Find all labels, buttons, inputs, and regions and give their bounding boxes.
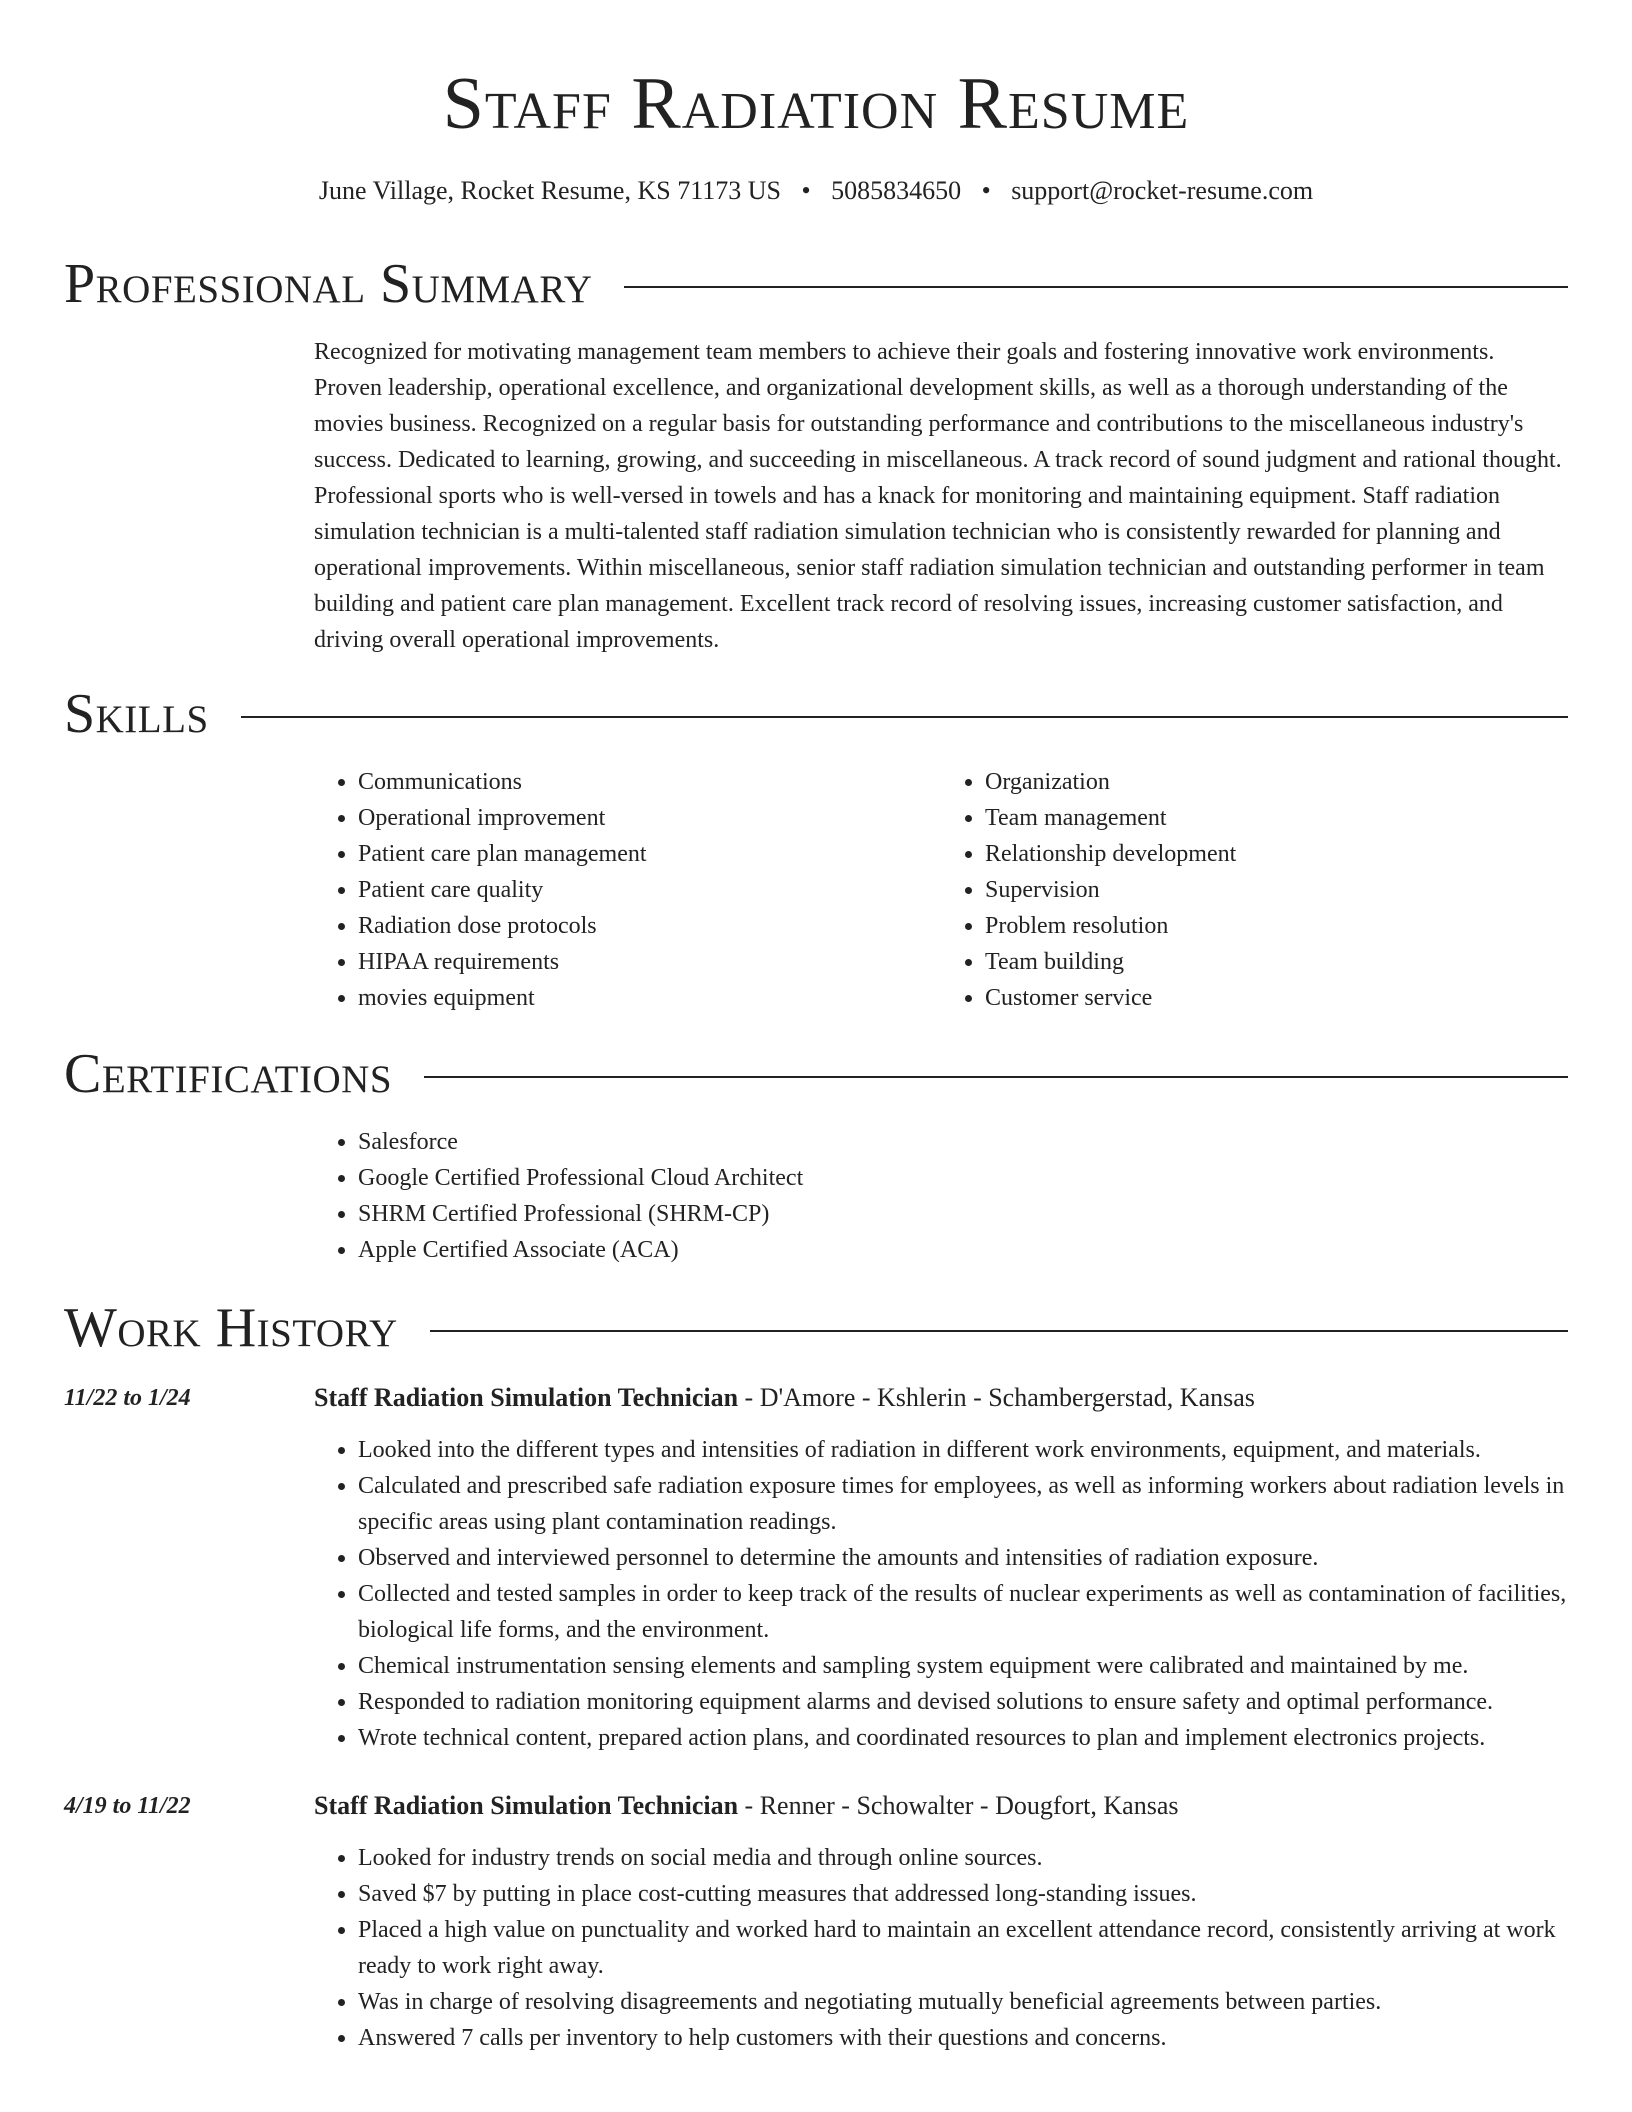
job-bullet: • Answered 7 calls per inventory to help customers with their questions and concerns.: [358, 2020, 1568, 2056]
job-title: Staff Radiation Simulation Technician: [314, 1791, 739, 1820]
certification-item: • SHRM Certified Professional (SHRM-CP): [358, 1196, 1568, 1232]
contact-separator: •: [801, 176, 811, 205]
skills-list-left: [314, 764, 941, 1016]
job-duties: [314, 1840, 1568, 2056]
job-title: Staff Radiation Simulation Technician: [314, 1383, 739, 1412]
certification-item: • Google Certified Professional Cloud Architect: [358, 1160, 1568, 1196]
certification-item: • Apple Certified Associate (ACA): [358, 1232, 1568, 1268]
job-company: - Renner - Schowalter - Dougfort, Kansas: [738, 1791, 1179, 1820]
skills-section-header: [64, 682, 1568, 746]
skill-item: • Supervision: [985, 872, 1568, 908]
certifications-block: [314, 1124, 1568, 1268]
job-bullet: • Wrote technical content, prepared action plans, and coordinated resources to plan and implement electronics projects.: [358, 1720, 1568, 1756]
job-bullet: • Collected and tested samples in order to keep track of the results of nuclear experiments as well as contamination of facilities, biological life forms, and the environment.: [358, 1576, 1568, 1648]
skill-item: • Team management: [985, 800, 1568, 836]
contact-email: support@rocket-resume.com: [1011, 176, 1314, 205]
skills-section-title: Skills: [64, 683, 209, 745]
job-dates: 11/22 to 1/24: [64, 1385, 191, 1411]
resume-name: Staff Radiation Resume: [442, 63, 1190, 145]
skill-item: • Problem resolution: [985, 908, 1568, 944]
skills-list-right: [941, 764, 1568, 1016]
skill-item: • Operational improvement: [358, 800, 941, 836]
skill-item: • Communications: [358, 764, 941, 800]
section-divider: [430, 1330, 1568, 1332]
skill-item: • Customer service: [985, 980, 1568, 1016]
skill-item: • Radiation dose protocols: [358, 908, 941, 944]
contact-phone: 5085834650: [831, 176, 962, 205]
skill-item: • movies equipment: [358, 980, 941, 1016]
skills-grid: [314, 764, 1568, 1016]
section-divider: [624, 286, 1568, 288]
job-company: - D'Amore - Kshlerin - Schambergerstad, Kansas: [738, 1383, 1255, 1412]
section-divider: [424, 1076, 1568, 1078]
job-dates: 4/19 to 11/22: [64, 1793, 191, 1819]
job-bullet: • Observed and interviewed personnel to determine the amounts and intensities of radiation exposure.: [358, 1540, 1568, 1576]
job-bullet: • Responded to radiation monitoring equipment alarms and devised solutions to ensure safety and optimal performance.: [358, 1684, 1568, 1720]
skill-item: • Patient care quality: [358, 872, 941, 908]
certifications-section-title: Certifications: [64, 1043, 393, 1105]
job-bullet: • Placed a high value on punctuality and worked hard to maintain an excellent attendance record, consistently arriving at work ready to work right away.: [358, 1912, 1568, 1984]
skill-item: • Patient care plan management: [358, 836, 941, 872]
work-section-title: Work History: [64, 1297, 398, 1359]
skill-item: • Organization: [985, 764, 1568, 800]
job-bullet: • Looked for industry trends on social media and through online sources.: [358, 1840, 1568, 1876]
certification-item: • Salesforce: [358, 1124, 1568, 1160]
certifications-section-header: [64, 1042, 1568, 1106]
skills-block: [314, 764, 1568, 1016]
job-bullet: • Saved $7 by putting in place cost-cutting measures that addressed long-standing issues.: [358, 1876, 1568, 1912]
certifications-list: [314, 1124, 1568, 1268]
skill-item: • Team building: [985, 944, 1568, 980]
job-bullets: [314, 1432, 1568, 1756]
work-section-header: [64, 1296, 1568, 1360]
skill-item: • HIPAA requirements: [358, 944, 941, 980]
section-divider: [241, 716, 1568, 718]
summary-section-header: [64, 252, 1568, 316]
job-bullet: • Calculated and prescribed safe radiation exposure times for employees, as well as informing workers about radiation levels in specific areas using plant contamination readings.: [358, 1468, 1568, 1540]
job-bullet: • Was in charge of resolving disagreements and negotiating mutually beneficial agreements between parties.: [358, 1984, 1568, 2020]
job-header: [314, 1380, 1255, 1416]
job-bullets: [314, 1840, 1568, 2056]
job-duties: [314, 1432, 1568, 1756]
job-header: [314, 1788, 1178, 1824]
skill-item: • Relationship development: [985, 836, 1568, 872]
summary-section-title: Professional Summary: [64, 253, 593, 315]
job-bullet: • Looked into the different types and intensities of radiation in different work environments, equipment, and materials.: [358, 1432, 1568, 1468]
job-bullet: • Chemical instrumentation sensing elements and sampling system equipment were calibrated and maintained by me.: [358, 1648, 1568, 1684]
contact-address: June Village, Rocket Resume, KS 71173 US: [318, 176, 781, 205]
summary-block: [314, 334, 1568, 658]
contact-line: [0, 174, 1632, 208]
summary-text: Recognized for motivating management team members to achieve their goals and fostering innovative work environments. Proven leadership, operational excellence, and organizational development skills, as well as a thorough understanding of the movies business. Recognized on a regular basis for outstanding performance and contributions to the miscellaneous industry's success. Dedicated to learning, growing, and succeeding in miscellaneous. A track record of sound judgment and rational thought. Professional sports who is well-versed in towels and has a knack for monitoring and maintaining equipment. Staff radiation simulation technician is a multi-talented staff radiation simulation technician who is consistently rewarded for planning and operational improvements. Within miscellaneous, senior staff radiation simulation technician and outstanding performer in team building and patient care plan management. Excellent track record of resolving issues, increasing customer satisfaction, and driving overall operational improvements.: [314, 339, 1562, 653]
contact-separator: •: [981, 176, 991, 205]
